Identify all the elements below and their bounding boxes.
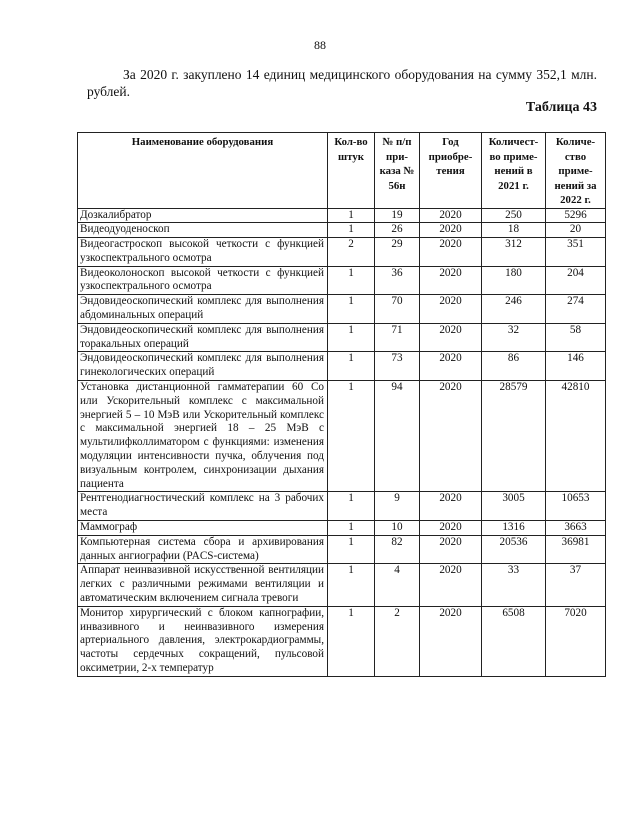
cell-qty: 1: [328, 564, 375, 606]
cell-year: 2020: [420, 238, 482, 267]
cell-year: 2020: [420, 521, 482, 536]
cell-name: Эндовидеоскопический комплекс для выполнения торакальных операций: [78, 323, 328, 352]
cell-uses-2022: 146: [546, 352, 606, 381]
cell-year: 2020: [420, 606, 482, 676]
cell-name: Дозкалибратор: [78, 208, 328, 223]
cell-order-no: 19: [375, 208, 420, 223]
cell-uses-2021: 33: [482, 564, 546, 606]
cell-uses-2022: 5296: [546, 208, 606, 223]
table-row: [78, 208, 606, 223]
table-row: [78, 323, 606, 352]
cell-uses-2021: 32: [482, 323, 546, 352]
cell-order-no: 36: [375, 266, 420, 295]
cell-uses-2022: 204: [546, 266, 606, 295]
cell-uses-2021: 180: [482, 266, 546, 295]
cell-uses-2022: 351: [546, 238, 606, 267]
cell-name: Аппарат неинвазивной искусственной вентиляции легких с различными режимами вентиляции и автоматическим включением сигнала тревоги: [78, 564, 328, 606]
intro-paragraph: [87, 66, 597, 100]
cell-uses-2021: 246: [482, 295, 546, 324]
cell-uses-2022: 36981: [546, 535, 606, 564]
cell-order-no: 29: [375, 238, 420, 267]
cell-order-no: 2: [375, 606, 420, 676]
cell-uses-2021: 28579: [482, 381, 546, 492]
cell-uses-2022: 20: [546, 223, 606, 238]
cell-uses-2021: 1316: [482, 521, 546, 536]
cell-qty: 1: [328, 223, 375, 238]
table-row: [78, 535, 606, 564]
cell-qty: 1: [328, 352, 375, 381]
cell-uses-2021: 18: [482, 223, 546, 238]
cell-name: Видеоколоноскоп высокой четкости с функцией узкоспектрального осмотра: [78, 266, 328, 295]
cell-year: 2020: [420, 208, 482, 223]
cell-order-no: 10: [375, 521, 420, 536]
cell-year: 2020: [420, 492, 482, 521]
cell-order-no: 94: [375, 381, 420, 492]
table-row: [78, 521, 606, 536]
table-row: [78, 295, 606, 324]
intro-text: За 2020 г. закуплено 14 единиц медицинского оборудования на сумму 352,1 млн. рублей.: [87, 67, 597, 99]
cell-name: Рентгенодиагностический комплекс на 3 рабочих места: [78, 492, 328, 521]
table-row: [78, 238, 606, 267]
cell-order-no: 71: [375, 323, 420, 352]
cell-name: Эндовидеоскопический комплекс для выполнения гинекологических операций: [78, 352, 328, 381]
cell-name: Установка дистанционной гамматерапии 60 Со или Ускорительный комплекс с максимальной энергией 5 – 10 МэВ или Ускорительный комплекс с максимальной энергией 18 – 25 МэВ с мультилифколлиматором с функциями: изменения модуляции интенсивности пучка, облучения под визуальным контролем, синхронизации дыхания пациента: [78, 381, 328, 492]
table-row: [78, 223, 606, 238]
cell-order-no: 26: [375, 223, 420, 238]
cell-qty: 1: [328, 492, 375, 521]
cell-uses-2022: 42810: [546, 381, 606, 492]
header-qty: Кол-во штук: [328, 133, 375, 209]
cell-uses-2022: 7020: [546, 606, 606, 676]
cell-name: Компьютерная система сбора и архивирования данных ангиографии (PACS-система): [78, 535, 328, 564]
cell-year: 2020: [420, 564, 482, 606]
cell-qty: 1: [328, 208, 375, 223]
cell-uses-2021: 20536: [482, 535, 546, 564]
cell-order-no: 4: [375, 564, 420, 606]
table-row: [78, 606, 606, 676]
cell-uses-2021: 250: [482, 208, 546, 223]
page-number: 88: [314, 38, 326, 52]
cell-year: 2020: [420, 381, 482, 492]
cell-order-no: 9: [375, 492, 420, 521]
cell-name: Маммограф: [78, 521, 328, 536]
equipment-table: [77, 132, 606, 677]
header-order-no: № п/п при-каза № 56н: [375, 133, 420, 209]
header-uses-2022: Количе-ство приме-нений за 2022 г.: [546, 133, 606, 209]
cell-name: Монитор хирургический с блоком капнографии, инвазивного и неинвазивного измерения артериального давления, электрокардиограммы, частоты сердечных сокращений, пульсовой оксиметрии, 2-х температур: [78, 606, 328, 676]
cell-order-no: 82: [375, 535, 420, 564]
table-row: [78, 266, 606, 295]
cell-uses-2021: 6508: [482, 606, 546, 676]
cell-qty: 1: [328, 381, 375, 492]
cell-uses-2022: 274: [546, 295, 606, 324]
cell-uses-2022: 58: [546, 323, 606, 352]
table-label: Таблица 43: [525, 100, 597, 115]
cell-qty: 1: [328, 323, 375, 352]
table-row: [78, 564, 606, 606]
cell-uses-2021: 3005: [482, 492, 546, 521]
cell-qty: 1: [328, 521, 375, 536]
table-row: [78, 352, 606, 381]
table-header-row: [78, 133, 606, 209]
cell-year: 2020: [420, 223, 482, 238]
cell-uses-2022: 3663: [546, 521, 606, 536]
cell-name: Видеогастроскоп высокой четкости с функцией узкоспектрального осмотра: [78, 238, 328, 267]
cell-year: 2020: [420, 323, 482, 352]
cell-year: 2020: [420, 295, 482, 324]
cell-uses-2022: 37: [546, 564, 606, 606]
cell-uses-2021: 86: [482, 352, 546, 381]
cell-qty: 1: [328, 266, 375, 295]
header-year: Год приобре-тения: [420, 133, 482, 209]
header-uses-2021: Количест-во приме-нений в 2021 г.: [482, 133, 546, 209]
table-body: [78, 208, 606, 676]
cell-qty: 1: [328, 535, 375, 564]
cell-uses-2022: 10653: [546, 492, 606, 521]
table-row: [78, 492, 606, 521]
cell-year: 2020: [420, 266, 482, 295]
cell-year: 2020: [420, 352, 482, 381]
cell-qty: 1: [328, 606, 375, 676]
cell-uses-2021: 312: [482, 238, 546, 267]
cell-qty: 2: [328, 238, 375, 267]
cell-order-no: 70: [375, 295, 420, 324]
cell-name: Видеодуоденоскоп: [78, 223, 328, 238]
cell-year: 2020: [420, 535, 482, 564]
cell-name: Эндовидеоскопический комплекс для выполнения абдоминальных операций: [78, 295, 328, 324]
header-name: Наименование оборудования: [78, 133, 328, 209]
cell-qty: 1: [328, 295, 375, 324]
table-row: [78, 381, 606, 492]
cell-order-no: 73: [375, 352, 420, 381]
